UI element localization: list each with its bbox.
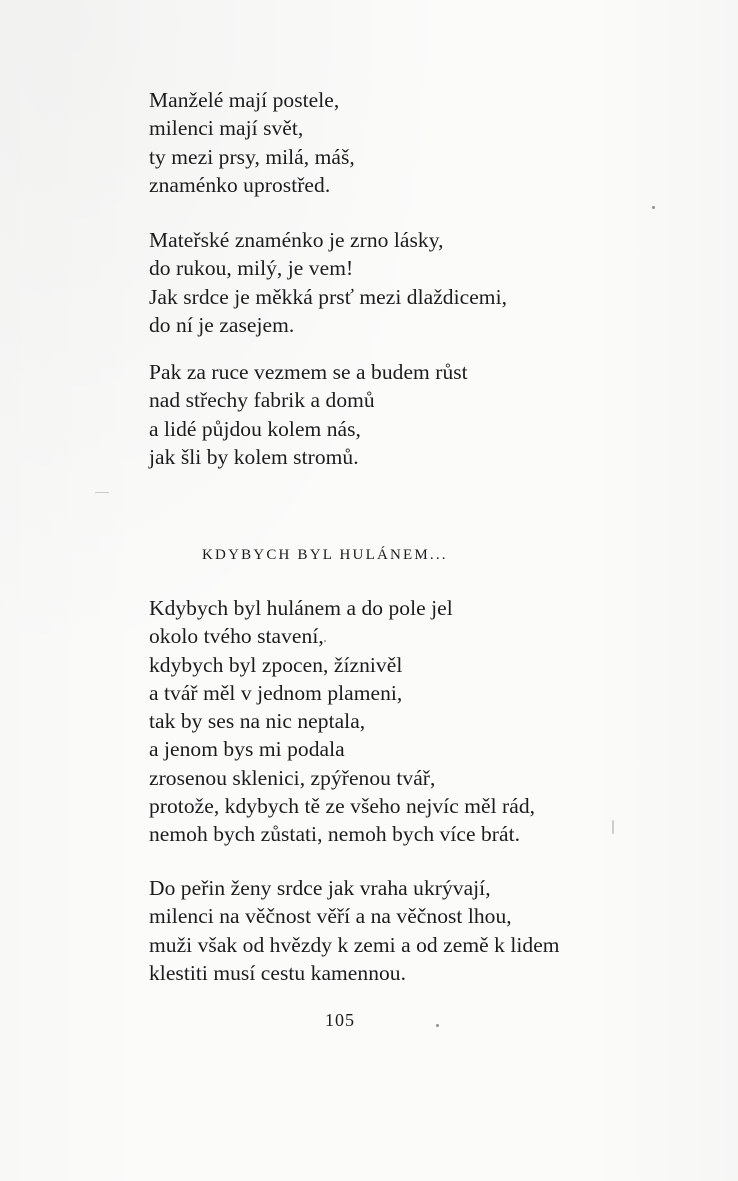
verse-line: Manželé mají postele, <box>149 88 340 112</box>
margin-mark <box>612 820 614 834</box>
scan-speck <box>652 206 655 209</box>
verse-line: zrosenou sklenici, zpýřenou tvář, <box>149 765 436 790</box>
verse-line: milenci na věčnost věří a na věčnost lhou, <box>149 904 512 929</box>
verse-line: okolo tvého stavení, <box>149 624 324 649</box>
verse-line: jak šli by kolem stromů. <box>149 444 359 469</box>
verse-line: do ní je zasejem. <box>149 312 295 337</box>
verse-line: Jak srdce je měkká prsť mezi dlaždicemi, <box>149 284 508 309</box>
verse-line: protože, kdybych tě ze všeho nejvíc měl rád, <box>149 794 536 819</box>
verse-line: muži však od hvězdy k zemi a od země k lidem <box>149 932 560 957</box>
poem1-stanza-3 <box>149 358 468 471</box>
verse-line: ty mezi prsy, milá, máš, <box>149 144 355 169</box>
verse-line: a lidé půjdou kolem nás, <box>149 416 361 441</box>
verse-line: milenci mají svět, <box>149 116 304 141</box>
poem2-stanza-2 <box>149 874 560 987</box>
verse-line: a jenom bys mi podala <box>149 737 345 762</box>
scan-speck <box>436 1024 439 1027</box>
page-number: 105 <box>325 1010 355 1030</box>
verse-line: kdybych byl zpocen, žíznivěl <box>149 652 403 677</box>
verse-line: Pak za ruce vezmem se a budem růst <box>149 360 468 384</box>
verse-line: Kdybych byl hulánem a do pole jel <box>149 596 453 620</box>
verse-line: tak by ses na nic neptala, <box>149 709 366 734</box>
verse-line: Do peřin ženy srdce jak vraha ukrývají, <box>149 876 491 900</box>
verse-line: a tvář měl v jednom plameni, <box>149 680 403 705</box>
margin-mark <box>95 492 109 493</box>
verse-line: nad střechy fabrik a domů <box>149 388 375 413</box>
poem-title: KDYBYCH BYL HULÁNEM... <box>202 547 448 563</box>
verse-line: znaménko uprostřed. <box>149 172 331 197</box>
verse-line: klestiti musí cestu kamennou. <box>149 960 407 985</box>
poem1-stanza-1 <box>149 86 355 199</box>
poem1-stanza-2 <box>149 226 507 339</box>
verse-line: Mateřské znaménko je zrno lásky, <box>149 228 444 252</box>
verse-line: do rukou, milý, je vem! <box>149 256 354 281</box>
verse-line: nemoh bych zůstati, nemoh bych více brát. <box>149 822 521 847</box>
poem2-stanza-1 <box>149 594 535 849</box>
scan-speck <box>324 640 326 642</box>
